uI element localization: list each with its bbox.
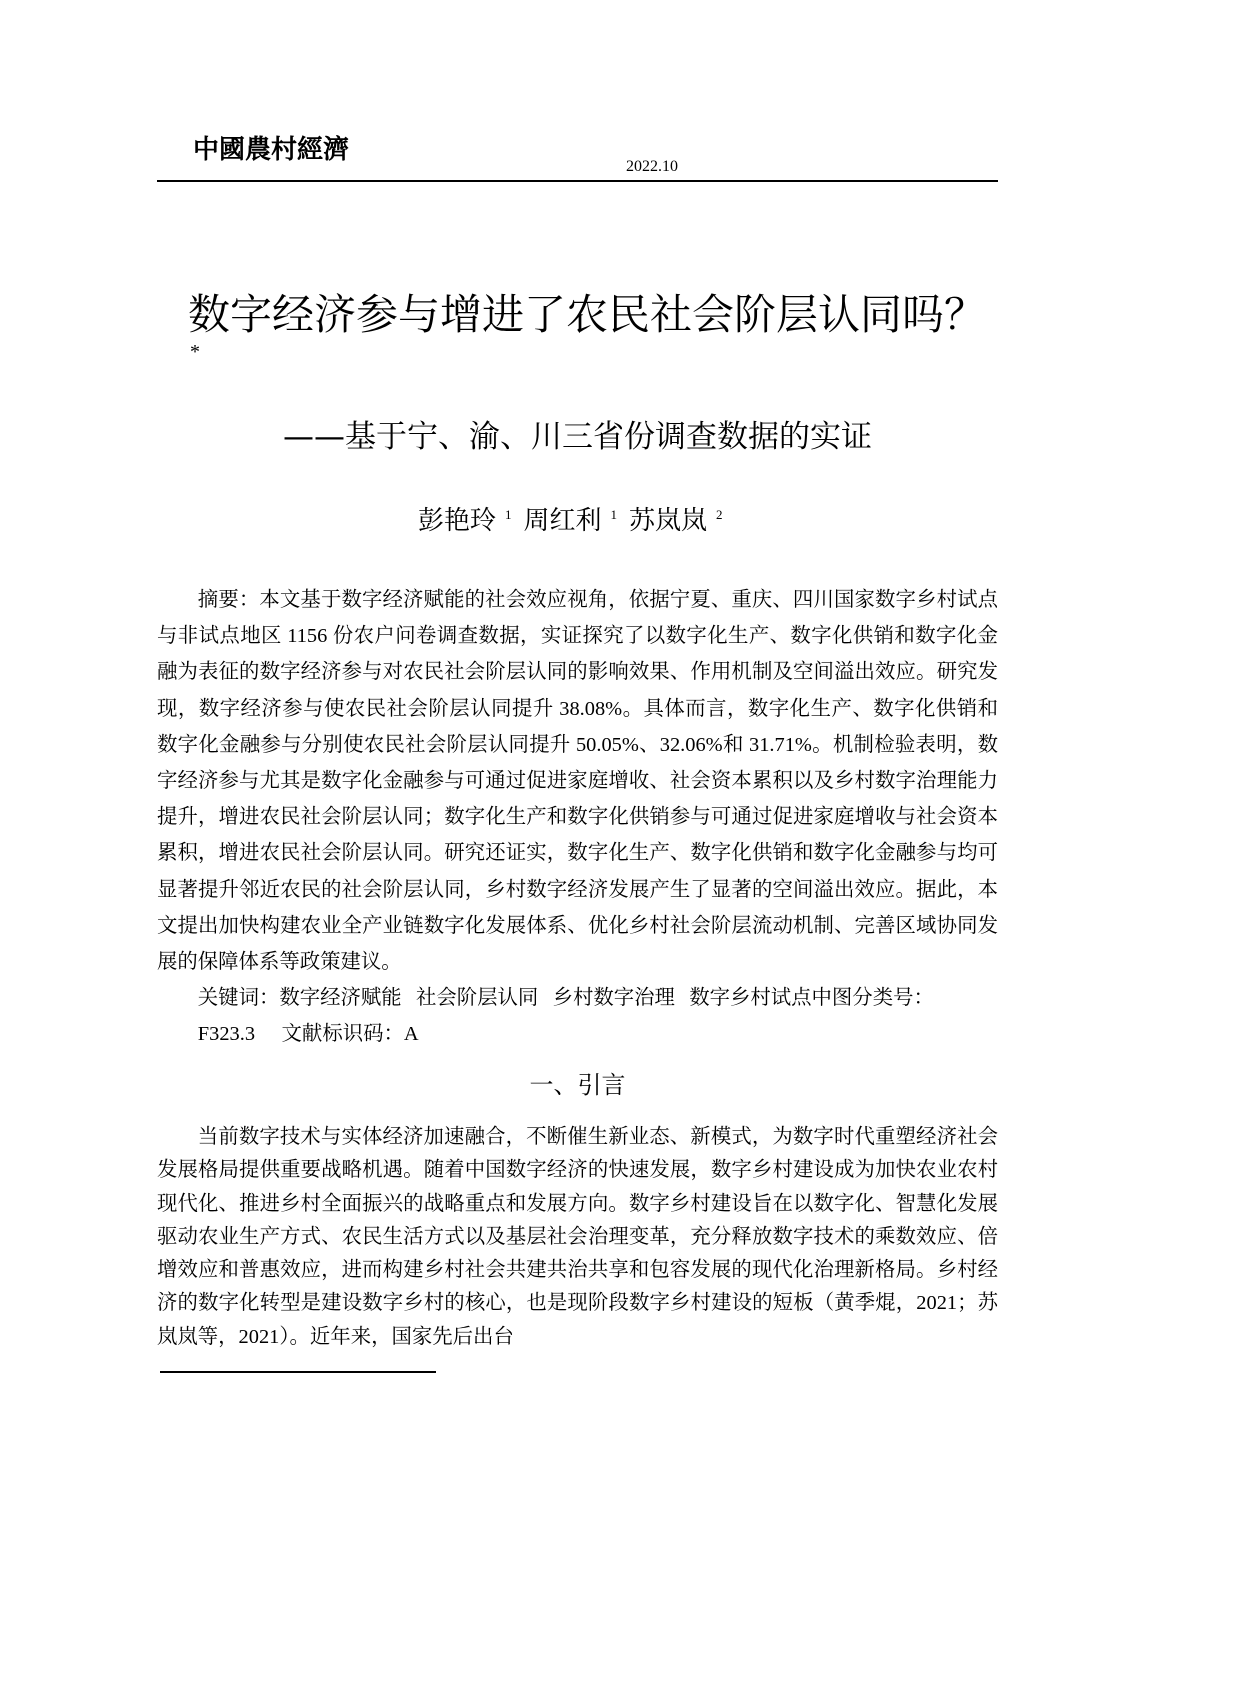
abstract-line: 融为表征的数字经济参与对农民社会阶层认同的影响效果、作用机制及空间溢出效应。研究发 bbox=[157, 661, 998, 684]
body-line: 现代化、推进乡村全面振兴的战略重点和发展方向。数字乡村建设旨在以数字化、智慧化发展 bbox=[157, 1192, 998, 1215]
author bbox=[629, 503, 723, 539]
keyword: 乡村数字治理 bbox=[552, 987, 675, 1010]
abstract-line: 提升，增进农民社会阶层认同；数字化生产和数字化供销参与可通过促进家庭增收与社会资本 bbox=[157, 806, 998, 829]
classification-line bbox=[157, 1016, 998, 1052]
footnote-divider bbox=[160, 1371, 436, 1373]
abstract-line: 累积，增进农民社会阶层认同。研究还证实，数字化生产、数字化供销和数字化金融参与均可 bbox=[157, 842, 998, 865]
journal-logo: 中國農村經濟 bbox=[193, 135, 350, 165]
body-line: 济的数字化转型是建设数字乡村的核心，也是现阶段数字乡村建设的短板（黄季焜，2021；苏 bbox=[157, 1292, 998, 1315]
author-name: 苏岚岚 bbox=[629, 506, 708, 536]
body-line: 岚岚等，2021）。近年来，国家先后出台 bbox=[157, 1325, 514, 1348]
keywords-line bbox=[157, 980, 998, 1016]
section-heading: 一、引言 bbox=[529, 1071, 626, 1099]
keyword: 数字经济赋能 bbox=[279, 987, 402, 1010]
abstract bbox=[157, 582, 998, 1053]
abstract-label: 摘要： bbox=[197, 589, 260, 611]
author-list bbox=[418, 503, 735, 539]
abstract-line: 与非试点地区 1156 份农户问卷调查数据，实证探究了以数字化生产、数字化供销和数字化金 bbox=[157, 625, 998, 648]
keyword: 社会阶层认同 bbox=[415, 987, 539, 1010]
body-line: 当前数字技术与实体经济加速融合，不断催生新业态、新模式，为数字时代重塑经济社会 bbox=[197, 1126, 998, 1148]
article-title: 数字经济参与增进了农民社会阶层认同吗？ bbox=[188, 290, 987, 339]
issue-date: 2022.10 bbox=[626, 158, 678, 175]
author-affiliation-mark: 2 bbox=[716, 507, 723, 523]
document-code-label: 文献标识码： bbox=[281, 1023, 404, 1046]
abstract-line: 现，数字经济参与使农民社会阶层认同提升 38.08%。具体而言，数字化生产、数字化供销和 bbox=[157, 697, 998, 720]
document-code-value: A bbox=[403, 1023, 419, 1046]
abstract-line: 文提出加快构建农业全产业链数字化发展体系、优化乡村社会阶层流动机制、完善区域协同发 bbox=[157, 914, 998, 937]
abstract-line: 展的保障体系等政策建议。 bbox=[157, 951, 402, 974]
section-body bbox=[157, 1121, 998, 1354]
abstract-line bbox=[157, 582, 998, 618]
header-divider bbox=[157, 180, 998, 182]
body-line: 增效应和普惠效应，进而构建乡村社会共建共治共享和包容发展的现代化治理新格局。乡村经 bbox=[157, 1259, 998, 1282]
classification-label: 中图分类号： bbox=[811, 987, 934, 1010]
author-name: 彭艳玲 bbox=[418, 506, 497, 536]
article-subtitle: ——基于宁、渝、川三省份调查数据的实证 bbox=[283, 419, 872, 455]
author-affiliation-mark: 1 bbox=[610, 507, 618, 523]
author-name: 周红利 bbox=[523, 506, 602, 536]
keyword: 数字乡村试点 bbox=[689, 987, 812, 1010]
title-footnote-mark: * bbox=[190, 341, 200, 363]
body-line: 驱动农业生产方式、农民生活方式以及基层社会治理变革，充分释放数字技术的乘数效应、倍 bbox=[157, 1225, 998, 1248]
author bbox=[418, 503, 512, 539]
abstract-line: 字经济参与尤其是数字化金融参与可通过促进家庭增收、社会资本累积以及乡村数字治理能力 bbox=[157, 770, 998, 793]
abstract-line: 显著提升邻近农民的社会阶层认同，乡村数字经济发展产生了显著的空间溢出效应。据此，本 bbox=[157, 878, 998, 901]
author bbox=[524, 503, 618, 539]
abstract-text: 本文基于数字经济赋能的社会效应视角，依据宁夏、重庆、四川国家数字乡村试点 bbox=[259, 589, 999, 611]
abstract-line: 数字化金融参与分别使农民社会阶层认同提升 50.05%、32.06%和 31.71%。机制检验表明，数 bbox=[157, 733, 998, 756]
author-affiliation-mark: 1 bbox=[505, 507, 512, 523]
classification-code: F323.3 bbox=[197, 1023, 256, 1046]
body-line: 发展格局提供重要战略机遇。随着中国数字经济的快速发展，数字乡村建设成为加快农业农村 bbox=[157, 1159, 998, 1182]
keywords-label: 关键词： bbox=[197, 987, 280, 1010]
